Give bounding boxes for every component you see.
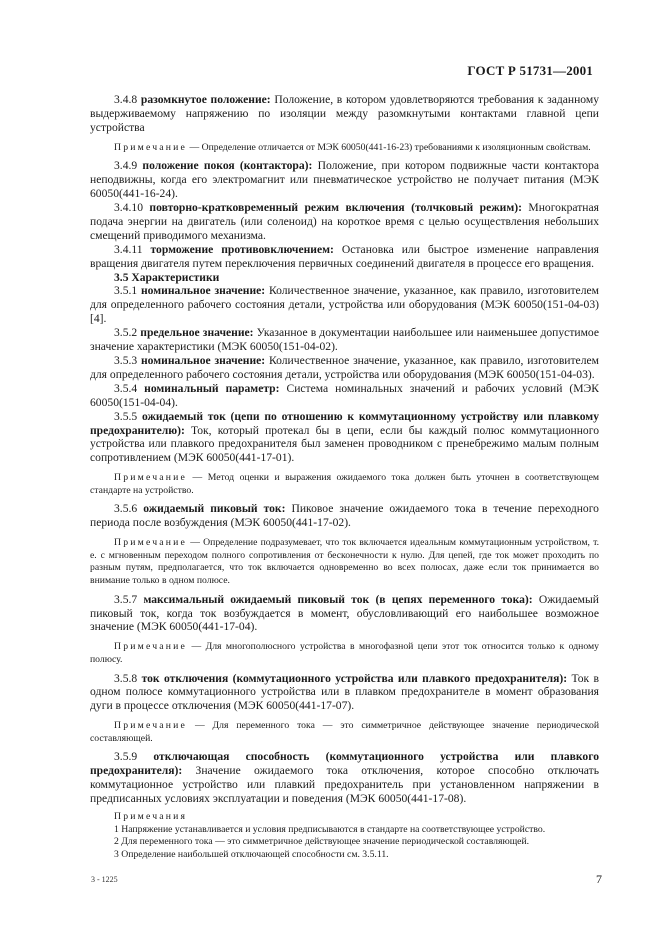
page-number: 7 [596, 872, 602, 886]
document-body [90, 93, 599, 861]
term: ток отключения (коммутационного устройства или плавкого предохранителя): [141, 671, 568, 685]
clause-3-4-10: 3.4.10 повторно-кратковременный режим включения (толчковый режим): Многократная подача энергии на двигатель (или соленоид) на короткое время с целью осуществления небольших смещений приводимого механизма. [90, 201, 599, 242]
note: Примечание — Определение отличается от МЭК 60050(441-16-23) требованиями к изоляционным свойствам. [114, 141, 591, 153]
notes-title: Примечания [114, 811, 188, 823]
note: Примечание — Для многополюсного устройства в многофазной цепи этот ток относится только к одному полюсу. [90, 641, 599, 665]
note: Примечание — Определение подразумевает, что ток включается идеальным коммутационным устройством, т. е. с мгновенным переходом полного сопротивления от бесконечности к нулю. Для цепей, где ток может проходить по разным путям, предполагается, что ток включается одновременно во всех полюсах, даже если ток принимается во внимание только в одном полюсе. [90, 537, 599, 587]
notes-item: 3 Определение наибольшей отключающей способности см. 3.5.11. [114, 848, 389, 860]
notes-item: 2 Для переменного тока — это симметричное действующее значение периодической составляющей. [114, 836, 530, 848]
term: номинальное значение: [140, 284, 266, 298]
doc-number-header: ГОСТ Р 51731—2001 [467, 63, 593, 78]
clause-3-4-9: 3.4.9 положение покоя (контактора): Положение, при котором подвижные части контактора неподвижны, когда его электромагнит или пневматическое устройство не получает питания (МЭК 60050(441-16-24). [90, 159, 599, 201]
term: номинальное значение: [140, 354, 266, 367]
term: разомкнутое положение: [140, 93, 271, 106]
term: повторно-кратковременный режим включения (толчковый режим): [149, 201, 522, 215]
notes-item: 1 Напряжение устанавливается и условия предписываются в стандарте на соответствующее устройство. [114, 823, 546, 835]
term: отключающая способность (коммутационного устройства или плавкого предохранителя): [90, 750, 599, 778]
term: ожидаемый ток (цепи по отношению к коммутационному устройству или плавкому предохранителю): [90, 409, 599, 437]
note: Примечание — Метод оценки и выражения ожидаемого тока должен быть уточнен в соответствующем стандарте на устройство. [90, 472, 600, 496]
term: положение покоя (контактора): [142, 159, 313, 173]
clause-3-5-2: 3.5.2 предельное значение: Указанное в документации наибольшее или наименьшее допустимое значение характеристики (МЭК 60050(151-04-02). [90, 326, 600, 354]
footer-code: 3 - 1225 [91, 875, 118, 884]
term: максимальный ожидаемый пиковый ток (в цепях переменного тока): [143, 592, 533, 606]
clause-3-5-1: 3.5.1 номинальное значение: Количественное значение, указанное, как правило, изготовителем для определенного рабочего состояния детали, устройства или оборудования (МЭК 60050(151-04-03) [4]. [90, 284, 599, 326]
clause-3-5-8: 3.5.8 ток отключения (коммутационного устройства или плавкого предохранителя): Ток в одном полюсе коммутационного устройства или в плавком предохранителе в момент образования дуги в процессе отключения (МЭК 60050(441-17-07). [90, 671, 599, 713]
clause-3-4-8: 3.4.8 разомкнутое положение: Положение, в котором удовлетворяются требования к заданному выдерживаемому напряжению по изоляции между разомкнутыми контактами главной цепи устройства [90, 93, 600, 134]
clause-3-5-7: 3.5.7 максимальный ожидаемый пиковый ток (в цепях переменного тока): Ожидаемый пиковый ток, когда ток возбуждается в момент, обусловливающий его наибольшее возможное значение (МЭК 60050(441-17-04). [90, 592, 599, 634]
clause-3-5-9: 3.5.9 отключающая способность (коммутационного устройства или плавкого предохранителя): Значение ожидаемого тока отключения, которое способно отключать коммутационное устройство или плавкий предохранитель при установленном напряжении в предписанных условиях эксплуатации и поведения (МЭК 60050(441-17-08). [90, 750, 599, 806]
clause-3-5-3: 3.5.3 номинальное значение: Количественное значение, указанное, как правило, изготовителем для определенного рабочего состояния детали, устройства или оборудования (МЭК 60050(151-04-03). [90, 354, 599, 381]
term: торможение противовключением: [150, 242, 334, 256]
term: номинальный параметр: [144, 381, 280, 395]
note: Примечание — Для переменного тока — это симметричное действующее значение периодической составляющей. [90, 720, 600, 744]
clause-3-5-6: 3.5.6 ожидаемый пиковый ток: Пиковое значение ожидаемого тока в течение переходного периода после возбуждения (МЭК 60050(441-17-02). [90, 502, 599, 530]
section-heading: 3.5 Характеристики [114, 270, 220, 284]
term: предельное значение: [140, 326, 254, 340]
final-notes [90, 811, 599, 861]
term: ожидаемый пиковый ток: [143, 502, 286, 516]
clause-3-5-4: 3.5.4 номинальный параметр: Система номинальных значений и рабочих условий (МЭК 60050(151-04-04). [90, 381, 599, 409]
clause-3-4-11: 3.4.11 торможение противовключением: Остановка или быстрое изменение направления вращения двигателя путем переключения первичных соединений двигателя в процессе его вращения. [90, 242, 599, 270]
clause-3-5-5: 3.5.5 ожидаемый ток (цепи по отношению к коммутационному устройству или плавкому предохранителю): Ток, который протекал бы в цепи, если бы каждый полюс коммутационного устройства или плавкого предохранителя был заменен проводником с пренебрежимо малым полным сопротивлением (МЭК 60050(441-17-01). [90, 409, 599, 465]
